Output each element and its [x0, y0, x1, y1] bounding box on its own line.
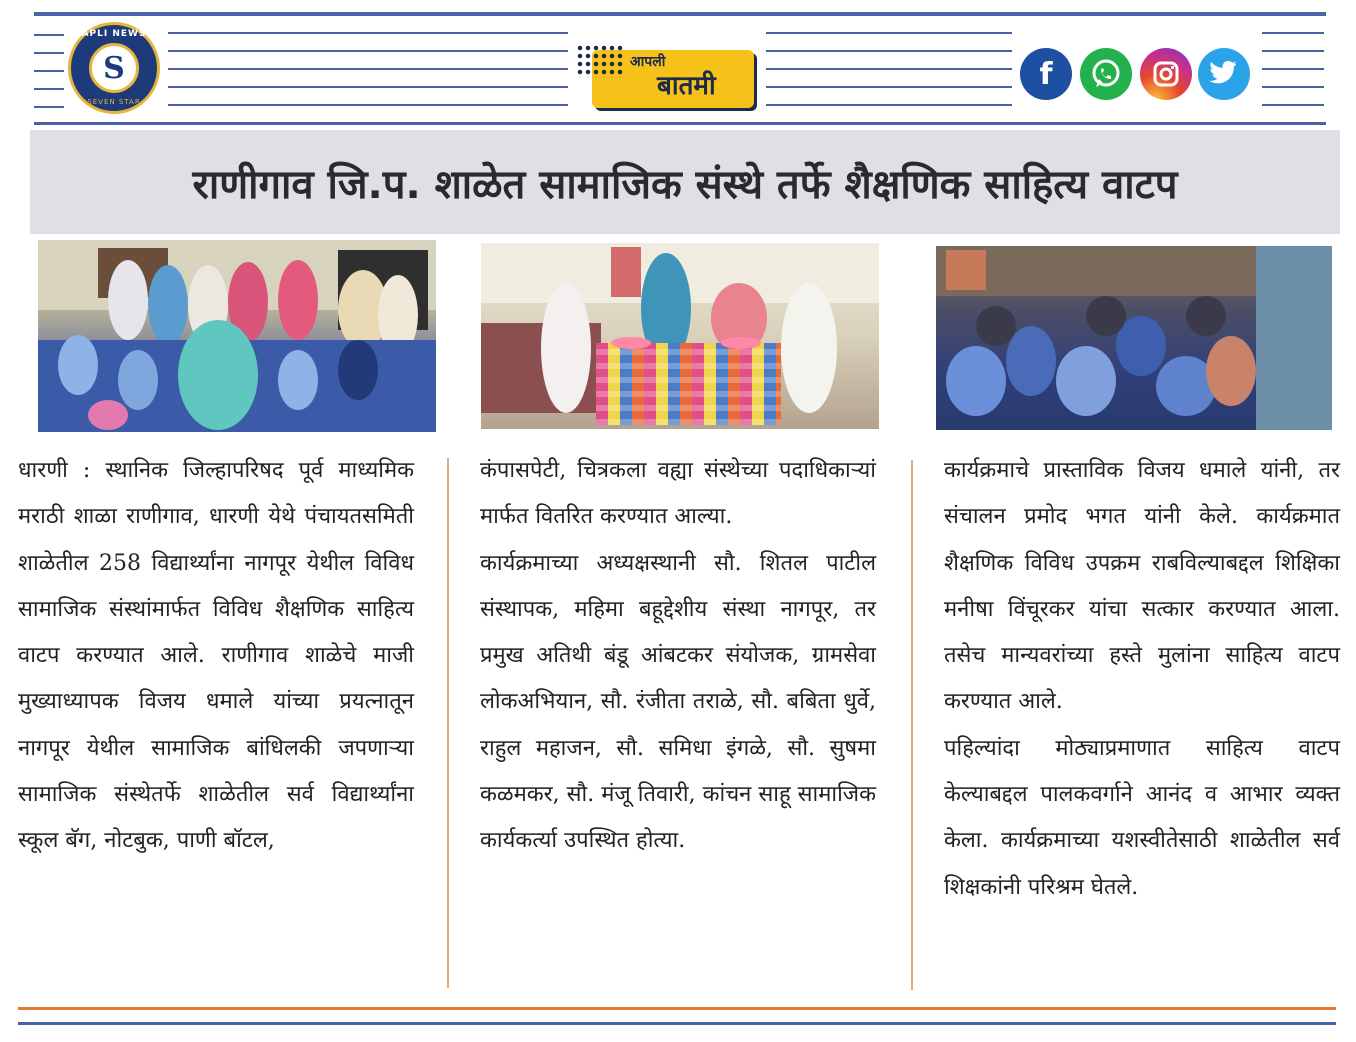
brand-big-text: बातमी: [657, 71, 716, 101]
rule-line: [766, 50, 1012, 52]
article-column-1: [18, 448, 414, 865]
photo-students-group: [38, 240, 436, 432]
article-headline: राणीगाव जि.प. शाळेत सामाजिक संस्थे तर्फे शैक्षणिक साहित्य वाटप: [192, 161, 1178, 208]
facebook-letter: f: [1039, 56, 1053, 92]
column-divider: [447, 458, 449, 988]
brand-small-text: आपली: [630, 54, 666, 70]
logo-center: [89, 43, 139, 93]
logo-ring-bottom: SEVEN STAR: [87, 98, 141, 106]
photo-stage-guests: [481, 243, 879, 429]
paragraph: कार्यक्रमाच्या अध्यक्षस्थानी सौ. शितल पाटील संस्थापक, महिमा बहूद्देशीय संस्था नागपूर, तर प्रमुख अतिथी बंडू आंबटकर संयोजक, ग्रामसेवा लोकअभियान, सौ. रंजीता तराळे, सौ. बबिता धुर्वे, राहुल महाजन, सौ. समिधा इंगळे, सौ. सुषमा कळमकर, सौ. मंजू तिवारी, कांचन साहू सामाजिक कार्यकर्त्या उपस्थित होत्या.: [480, 550, 876, 854]
rule-line: [34, 34, 64, 36]
rule-line: [34, 70, 64, 72]
paragraph: पहिल्यांदा मोठ्याप्रमाणात साहित्य वाटप केल्याबद्दल पालकवर्गाने आनंद व आभार व्यक्त केला. कार्यक्रमाच्या यशस्वीतेसाठी शाळेतील सर्व शिक्षकांनी परिश्रम घेतले.: [944, 735, 1340, 900]
rule-line: [1262, 32, 1324, 34]
rule-line: [34, 88, 64, 90]
rule-line: [1262, 86, 1324, 88]
masthead: [0, 0, 1356, 130]
rule-line: [168, 104, 568, 106]
header-bottom-rule: [34, 122, 1326, 125]
paragraph: कंपासपेटी, चित्रकला वह्या संस्थेच्या पदाधिकाऱ्यां मार्फत वितरित करण्यात आल्या.: [480, 458, 876, 530]
rule-line: [766, 86, 1012, 88]
rule-line: [168, 32, 568, 34]
rule-line: [1262, 68, 1324, 70]
rule-line: [1262, 104, 1324, 106]
footer-rule-blue: [18, 1022, 1336, 1025]
brand-dots: [576, 44, 624, 78]
footer-rule-orange: [18, 1007, 1336, 1010]
article-column-2: [480, 448, 876, 865]
photo-students-seated: [936, 246, 1332, 430]
article-column-3: [944, 448, 1340, 911]
rule-line: [1262, 50, 1324, 52]
paragraph: कार्यक्रमाचे प्रास्ताविक विजय धमाले यांनी, तर संचालन प्रमोद भगत यांनी केले. कार्यक्रमात शैक्षणिक विविध उपक्रम राबविल्याबद्दल शिक्षिका मनीषा विंचूरकर यांचा सत्कार करण्यात आला. तसेच मान्यवरांच्या हस्ते मुलांना साहित्य वाटप करण्यात आले.: [944, 458, 1340, 715]
rule-line: [766, 68, 1012, 70]
rule-line: [34, 52, 64, 54]
instagram-icon[interactable]: [1140, 48, 1192, 100]
logo-ring-text: APLI NEWS: [81, 29, 147, 39]
facebook-icon[interactable]: [1020, 48, 1072, 100]
paragraph: धारणी : स्थानिक जिल्हापरिषद पूर्व माध्यमिक मराठी शाळा राणीगाव, धारणी येथे पंचायतसमिती शाळेतील 258 विद्यार्थ्यांना नागपूर येथील विविध सामाजिक संस्थांमार्फत विविध शैक्षणिक साहित्य वाटप करण्यात आले. राणीगाव शाळेचे माजी मुख्याध्यापक विजय धमाले यांच्या प्रयत्नातून नागपूर येथील सामाजिक बांधिलकी जपणाऱ्या सामाजिक संस्थेतर्फे शाळेतील सर्व विद्यार्थ्यांना स्कूल बॅग, नोटबुक, पाणी बॉटल,: [18, 458, 414, 854]
rule-line: [766, 32, 1012, 34]
rule-line: [168, 50, 568, 52]
column-divider: [911, 460, 913, 990]
logo-letter: S: [103, 50, 125, 86]
twitter-icon[interactable]: [1198, 48, 1250, 100]
top-rule: [34, 12, 1326, 16]
whatsapp-icon[interactable]: [1080, 48, 1132, 100]
rule-line: [168, 68, 568, 70]
logo-emblem: [68, 22, 160, 114]
rule-line: [168, 86, 568, 88]
rule-line: [34, 106, 64, 108]
rule-line: [766, 104, 1012, 106]
